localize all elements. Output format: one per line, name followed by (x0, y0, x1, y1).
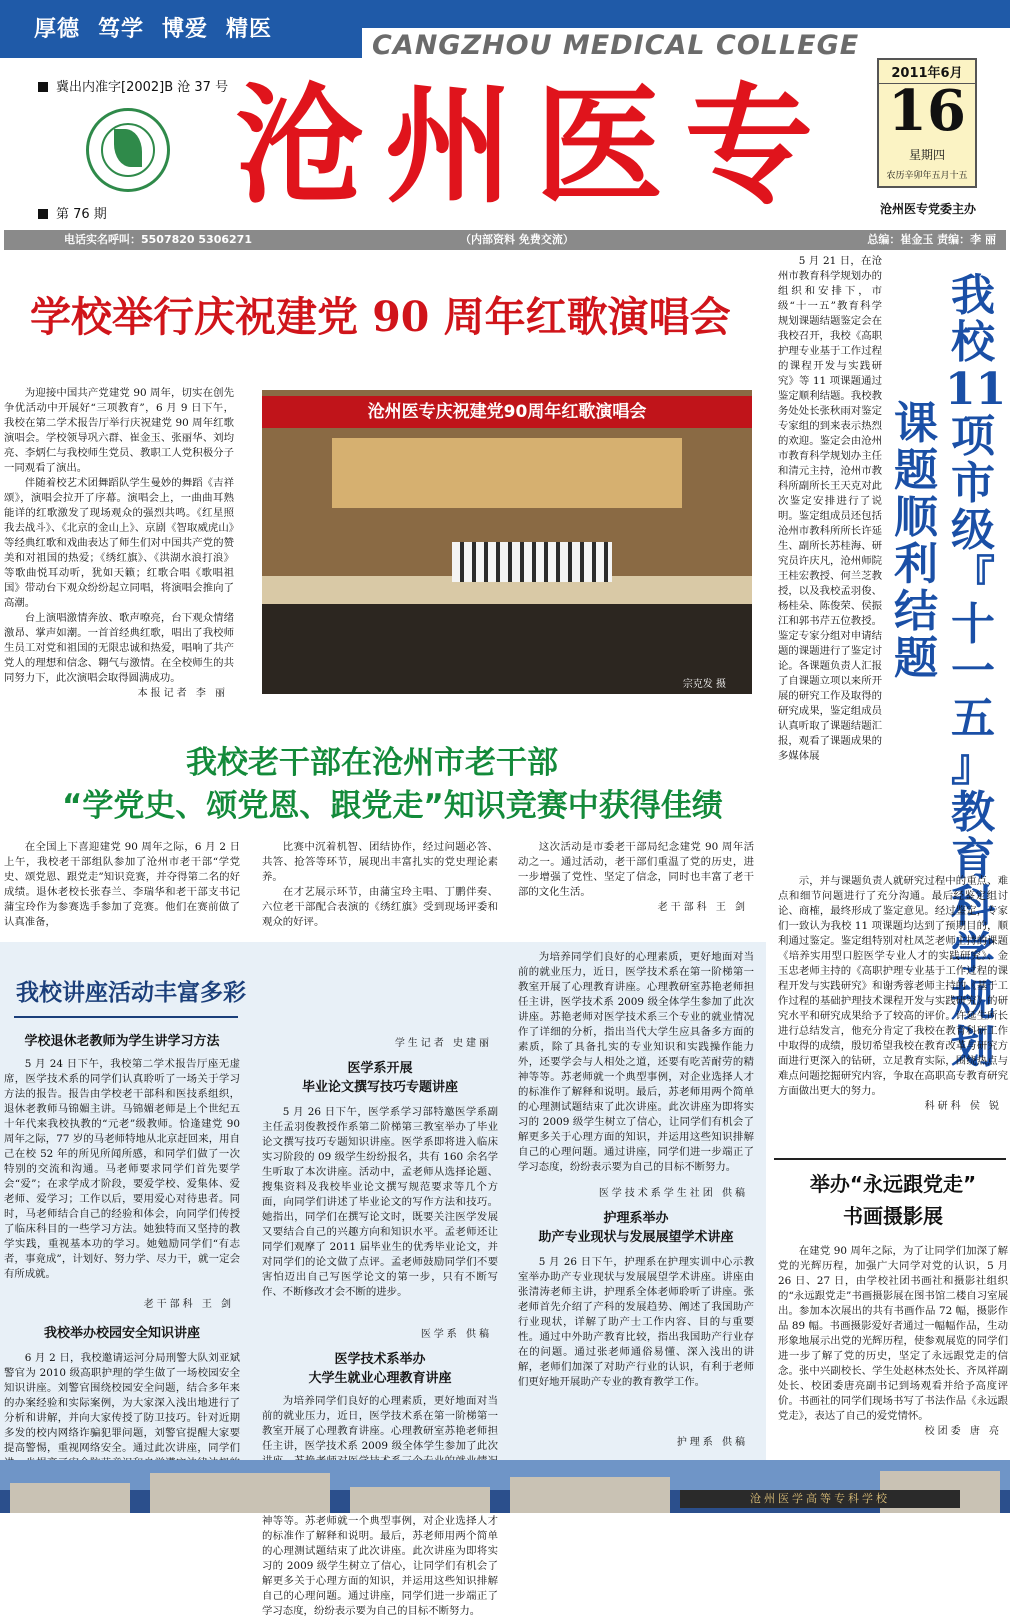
lecture-text-wrap (262, 1394, 498, 1617)
quiz-headline-line1: 我校老干部在沧州市老干部 (186, 745, 558, 781)
lecture-byline: 医学技术系学生社团 供稿 (598, 1188, 748, 1199)
exhibit-paragraph: 在建党 90 周年之际，为了让同学们加深了解党的光辉历程，加强广大同学对党的认识，5 月 26 日、27 日，由学校社团书画社和摄影社组织的“永远跟党走”书画摄影展在图书馆二楼自习室展出。参加本次展出的共有书画作品 72 幅，摄影作品 89 幅。书画摄影爱好者通过一幅幅作品，生动形象地展示出党的光辉历程，使参观展览的同学们进一步了解了党的历史，坚定了永远跟党走的信念。张中兴副校长、学生处赵林杰处长、齐凤祥副处长、校团委唐亮副书记到场观看并给予高度评价。书画社的同学们现场书写了书法作品《永远跟党走》，表达了自己的爱党情怀。 (778, 1245, 1008, 1422)
lecture-column-2 (262, 950, 498, 1617)
registration-number (38, 76, 228, 95)
quiz-column-1 (4, 840, 240, 936)
exhibit-body (778, 1244, 1008, 1458)
lecture-column-3 (518, 950, 754, 1458)
quiz-headline-line2: “学党史、颂党恩、跟党走”知识竞赛中获得佳绩 (62, 788, 723, 824)
research-headline-right: 我 校 11 项 市 级 『 十 一 五 』 教 育 科 学 规 划 (945, 270, 1007, 1073)
info-bar (4, 230, 1006, 250)
concert-photo (262, 390, 752, 694)
lecture-heading: 我校举办校园安全知识讲座 (43, 1326, 200, 1341)
lecture-column-1 (4, 1032, 240, 1458)
concert-paragraph: 台上演唱激情奔放、歌声嘹亮，台下观众情绪激昂、掌声如潮。一首首经典红歌，唱出了我校师生员工对党和祖国的无限忠诚和热爱，唱响了共产党人的理想和信念、翱气与激情。在全校师生的共同努力下，此次演唱会取得圆满成功。 (4, 612, 234, 684)
date-day: 16 (888, 78, 966, 144)
research-paragraph: 示，并与课题负责人就研究过程中的重点、难点和细节问题进行了充分沟通。最后经鉴定组讨论、商榷，最终形成了鉴定意见。经过鉴定，专家们一致认为我校 11 项课题均达到了预期目的，顺利通过鉴定。鉴定组特别对杜凤芝老师主持的课题《培养实用型口腔医学专业人才的实践研究》、金玉忠老师主持的《高职护理专业基于工作过程的课程开发与实践研究》和谢秀蓉老师主持的《基于工作过程的基础护理技术课程开发与实践研究》的研究水平和研究成果给予了较高的评价。许延生所长进行总结发言，他充分肯定了我校在教育科研工作中取得的成绩，殷切希望我校在教育改革与研究方面进行更深入的钻研，立足教育实际，围绕热点与难点问题挖掘研究内容，争取在高职高专教育研究方面做出更大的努力。 (778, 875, 1008, 1097)
lecture-heading: 医学系开展 (347, 1061, 413, 1076)
concert-article-body (4, 386, 234, 698)
quiz-paragraph: 在才艺展示环节，由蒲宝玲主唱、丁鹏伴奏、六位老干部配合表演的《绣红旗》受到现场评委和观众的好评。 (262, 886, 498, 928)
campus-photo-strip (0, 1460, 1010, 1513)
lecture-paragraph: 为培养同学们良好的心理素质，更好地面对当前的就业压力，近日，医学技术系在第一阶梯第一教室开展了心理教育讲座。心理教研室苏艳老师担任主讲，医学技术系 2009 级全体学生参加了此次讲座。苏艳老师对医学技术系三个专业的就业情况作了详细的分析，指出当代大学生应具备多方面的素质，除了具备扎实的专业知识和实践操作能力外，还要学会与人相处之道，还要有吃苦耐劳的精神等等。苏老师就一个典型事例，对企业选择人才的标准作了解释和说明。最后，苏老师用两个简单的心理测试题结束了此次讲座。此次讲座为即将实习的 2009 级学生树立了信心，让同学们有机会了解更多关于心理方面的知识，并运用这些知识排解自己的心理问题。通过讲座，同学们进一步端正了学习态度，纷纷表示要为自己的目标不断努力。 (518, 951, 754, 1173)
concert-paragraph: 伴随着校艺术团舞蹈队学生曼妙的舞蹈《吉祥颂》，演唱会拉开了序幕。演唱会上，一曲曲耳熟能详的红歌激发了现场观众的强烈共鸣。《红星照我去战斗》、《北京的金山上》、京剧《智取威虎山》等经典红歌和戏曲表达了师生们对中国共产党的赞美和对祖国的热爱；《绣红旗》、《洪湖水浪打浪》等歌曲悦耳动听，犹如天籁；红歌合唱《歌唱祖国》带动台下观众纷纷起立同唱，将演唱会推向了高潮。 (4, 477, 234, 609)
lecture-paragraph: 为培养同学们良好的心理素质，更好地面对当前的就业压力，近日，医学技术系在第一阶梯第一教室开展了心理教育讲座。心理教研室苏艳老师担任主讲，医学技术系 2009 级全体学生参加了此次 神等等。苏老师就一个典型事例，对企业选择人才的标准作了解释和说明。最后，苏老师用两个简单的心理测试题结束了此次讲座。此次讲座为即将实习的 2009 级学生树立了信心，让同学们有机会了解更多关于心理方面的知识，并运用这些知识排解自己的心理问题。通过讲座，同学们进一步端正了学习态度，纷纷表示要为自己的目标不断努力。 (262, 1395, 498, 1617)
date-weekday: 星期四 (908, 148, 945, 162)
lecture-heading: 大学生就业心理教育讲座 (308, 1371, 452, 1386)
editors: 总编：崔金玉 责编：李 丽 (867, 233, 996, 246)
lecture-byline: 老干部科 王 剑 (143, 1299, 234, 1310)
quiz-column-3 (518, 840, 754, 936)
exhibit-byline: 校团委 唐 亮 (924, 1426, 1002, 1437)
lecture-text-wrap (262, 1105, 498, 1327)
lecture-section-title: 我校讲座活动丰富多彩 (16, 980, 246, 1006)
lecture-heading: 医学技术系举办 (334, 1352, 426, 1367)
lecture-text-wrap (518, 1255, 754, 1435)
quiz-byline: 老干部科 王 剑 (657, 902, 748, 913)
lecture-byline: 护理系 供稿 (676, 1437, 748, 1448)
sponsor-text: 沧州医专党委主办 (880, 202, 977, 216)
lecture-heading: 护理系举办 (603, 1211, 669, 1226)
lecture-byline: 医学系 供稿 (420, 1329, 492, 1340)
square-bullet-icon (38, 82, 48, 92)
exhibit-title-line: 举办“永远跟党走” (809, 1172, 977, 1196)
lecture-paragraph: 5 月 26 日下午，医学系学习部特邀医学系副主任孟羽俊教授作系第二阶梯第三教室举办了毕业论文撰写技巧专题知识讲座。医学系即将进入临床实习阶段的 09 级学生纷纷报名，共有 160 余名学生听取了本次讲座。活动中，孟老师从选择论题、搜集资料及我校毕业论文撰写规范要求等几个方面，向同学们讲述了毕业论文的写作方法和技巧。她指出，同学们在撰写论文时，既要关注医学发展又要结合自己的兴趣方向和知识水平。孟老师还让同学们观摩了 2011 届毕业生的优秀毕业论文，并对同学们的论文做了点评。孟老师鼓励同学们不要害怕迈出自己写医学论文的第一步，只有不断写作、不断修改才会不断的进步。 (262, 1106, 498, 1298)
motto-word: 精医 (226, 17, 273, 42)
english-college-name: CANGZHOU MEDICAL COLLEGE (372, 30, 860, 61)
research-byline: 科研科 侯 锐 (924, 1101, 1002, 1112)
concert-headline: 学校举行庆祝建党 90 周年红歌演唱会 (30, 293, 731, 341)
lecture-byline: 学生记者 史建丽 (394, 1038, 492, 1049)
date-box (877, 58, 977, 188)
motto-word: 博爱 (162, 17, 209, 42)
motto-word: 厚德 (34, 17, 81, 42)
registration-text: 冀出内准字[2002]B 沧 37 号 (56, 80, 229, 95)
lecture-text-wrap (4, 1057, 240, 1297)
quiz-paragraph: 在全国上下喜迎建党 90 周年之际，6 月 2 日上午，我校老干部组队参加了沧州市老干部“学党史、颂党恩、跟党走”知识竞赛，并夺得第二名的好成绩。退休老校长张春兰、李瑞华和老干部支书记蒲宝玲作为参赛选手参加了竞赛。他们在赛前做了认真准备， (4, 841, 240, 928)
concert-paragraph: 为迎接中国共产党建党 90 周年，切实在创先争优活动中开展好“三项教育”，6 月 9 日下午，我校在第二学术报告厅举行庆祝建党 90 周年红歌演唱会。学校领导巩六群、崔金玉、张丽华、刘均亮、李炳仁与我校师生党员、教职工人党积极分子一同观看了演出。 (4, 387, 234, 474)
exhibit-title (780, 1168, 1006, 1232)
motto-word: 笃学 (98, 17, 145, 42)
lecture-text-wrap (518, 950, 754, 1176)
lecture-heading: 助产专业现状与发展展望学术讲座 (538, 1230, 734, 1245)
square-bullet-icon (38, 209, 48, 219)
lecture-heading: 毕业论文撰写技巧专题讲座 (301, 1080, 458, 1095)
research-paragraph: 5 月 21 日，在沧州市教育科学规划办的组织和安排下，市级“十一五”教育科学规划课题结题鉴定会在我校召开，我校《高职护理专业基于工作过程的课程开发与实践研究》等 11 项课题通过鉴定顺利结题。我校教务处处长张秋雨对鉴定专家组的到来表示热烈的欢迎。鉴定会由沧州市教育科学规划办主任和清元主持，沧州市教科所副所长王天克对此次鉴定安排进行了说明。鉴定组成员还包括沧州市教科所所长许延生、副所长苏桂海、研究员许庆凡，沧州师院王桂宏教授、何兰芝教授，以及我校孟羽俊、杨桂朵、陈俊荣、侯振江和郭书芹五位教授。鉴定专家分组对申请结题的课题进行了鉴定讨论。各课题负责人汇报了自课题立项以来所开展的研究工作及取得的研究成果，鉴定组成员认真听取了课题结题汇报，观看了课题成果的多媒体展 (778, 255, 882, 762)
quiz-paragraph: 比赛中沉着机智、团结协作，经过问题必答、共答、抢答等环节，展现出丰富扎实的党史理论素养。 (262, 841, 498, 883)
research-wide-column (778, 874, 1008, 1146)
campus-sign: 沧州医学高等专科学校 (680, 1490, 960, 1508)
school-motto (34, 12, 290, 43)
research-headline-left: 课 题 顺 利 结 题 (894, 398, 938, 684)
choir-figures (452, 542, 612, 582)
date-lunar: 农历辛卯年五月十五 (886, 171, 968, 181)
research-narrow-column (778, 254, 882, 874)
research-headline-column-left (888, 400, 944, 682)
quiz-column-2 (262, 840, 498, 936)
newspaper-title: 沧州医专 (235, 71, 836, 221)
photo-credit: 宗克发 摄 (682, 679, 726, 690)
lecture-paragraph: 5 月 26 日下午，护理系在护理实训中心示教室举办助产专业现状与发展展望学术讲座。讲座由张清涛老师主讲，护理系全体老师聆听了讲座。张老师首先介绍了产科的发展趋势、阐述了我国助产行业现状，详解了助产士工作内容、目的与重要性。通过中外助产教育比较，指出我国助产行业存在的问题。通过张老师通俗易懂、深入浅出的讲解，老师们加深了对助产行业的认识，有利于老师们更好地开展助产专业的教育教学工作。 (518, 1256, 754, 1388)
lecture-text-wrap (4, 1351, 240, 1454)
lecture-paragraph: 5 月 24 日下午，我校第二学术报告厅座无虚席，医学技术系的同学们认真聆听了一场关于学习方法的报告。报告由学校老干部科和医技系组织，退休老教师马锦媚主讲。马锦媚老师是上个世纪五十年代来我校执教的“元老”级教师。恰逢建党 90 周年之际，77 岁的马老师特地从北京赶回来，用自己在校 52 年的所见所闻所感，和同学们做了一次特别的交流和沟通。马老师要求同学们首先要学会“爱”；在求学成才阶段，要爱学校、爱集体、爱老师、爱学习；工作以后，要用爱心对待患者。同时，马老师结合自己的经验和体会，向同学们传授了临床科目的一些学习方法。她独特而又坚持的教学实践，重视基本功的学习。她勉励同学们“有志者，事竟成”，计划好、努力学、尽力干，就一定会有所成就。 (4, 1058, 240, 1280)
college-logo-icon (86, 108, 170, 192)
lecture-heading: 学校退休老教师为学生讲学习方法 (24, 1034, 220, 1049)
issue-text: 第 76 期 (56, 207, 107, 222)
lecture-paragraph: 6 月 2 日，我校邀请运河分局刑警大队刘亚斌警官为 2010 级高职护理的学生做了一场校园安全知识讲座。刘警官围绕校园安全问题，结合多年来的办案经验和实际案例，为大家深入浅出地进行了分析和讲解，并向大家传授了防卫技巧。针对近期多发的校内网络诈骗犯罪问题，刘警官提醒大家要提高警惕，重视网络安全。通过此次讲座，同学们 (4, 1352, 240, 1454)
quiz-paragraph: 这次活动是市委老干部局纪念建党 90 周年活动之一。通过活动，老干部们重温了党的历史，进一步增强了党性、坚定了信念，同时也丰富了老干部的文化生活。 (518, 841, 754, 898)
concert-byline: 本报记者 李 丽 (137, 688, 228, 699)
date-year-month: 2011年6月 (879, 62, 975, 84)
issue-number (38, 203, 107, 222)
exhibit-rule (774, 1158, 1006, 1160)
exhibit-title-line: 书画摄影展 (843, 1204, 943, 1228)
internal-notice: （内部资料 免费交流） (460, 233, 574, 246)
contact-phone: 电话实名呼叫：5507820 5306271 (64, 233, 252, 246)
lecture-title-rule (14, 1016, 238, 1018)
photo-banner: 沧州医专庆祝建党90周年红歌演唱会 (262, 396, 752, 428)
